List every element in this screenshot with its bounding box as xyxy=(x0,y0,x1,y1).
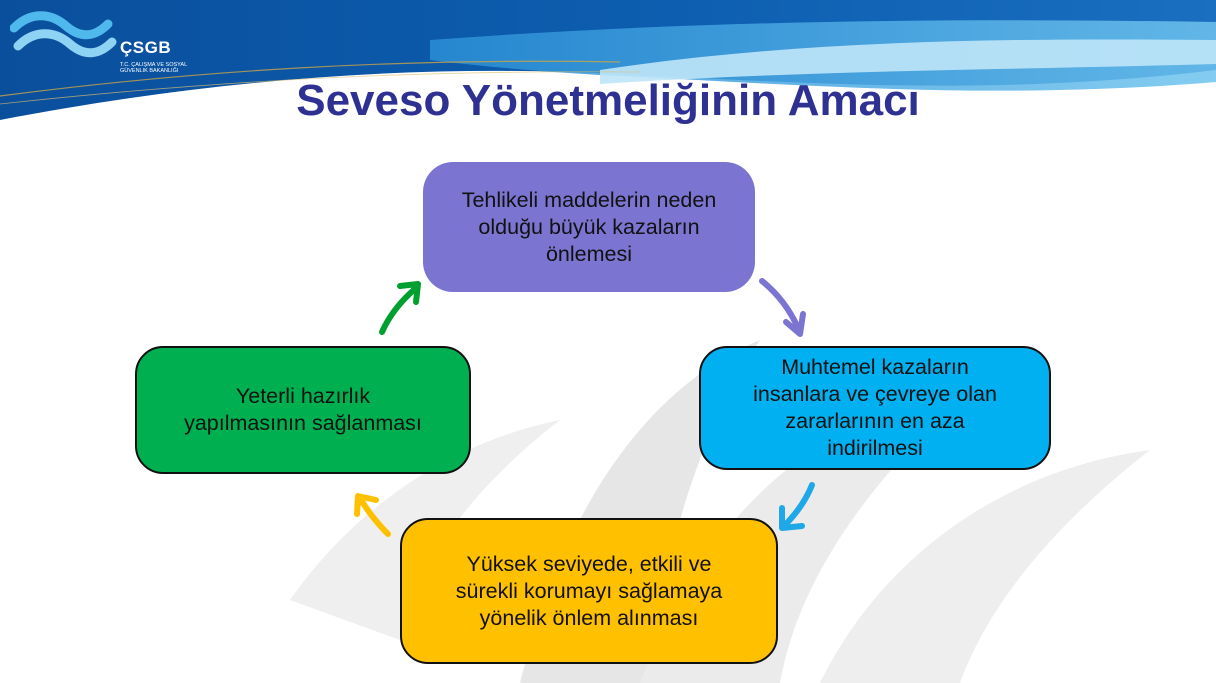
csgb-logo xyxy=(10,8,200,80)
logo-wave-icon xyxy=(10,8,120,68)
cycle-box-left-text: Yeterli hazırlık yapılmasının sağlanması xyxy=(184,384,422,435)
cycle-box-right xyxy=(699,346,1051,470)
cycle-box-bottom xyxy=(400,518,778,664)
cycle-box-left xyxy=(135,346,471,474)
cycle-box-top xyxy=(423,162,755,292)
cycle-box-top-text: Tehlikeli maddelerin neden olduğu büyük kazaların önlemesi xyxy=(461,187,717,266)
cycle-box-bottom-text: Yüksek seviyede, etkili ve sürekli korumayı sağlamaya yönelik önlem alınması xyxy=(455,551,723,630)
page-title: Seveso Yönetmeliğinin Amacı xyxy=(296,76,920,125)
cycle-box-right-text: Muhtemel kazaların insanlara ve çevreye olan zararlarının en aza indirilmesi xyxy=(753,355,997,460)
logo-text: ÇSGB xyxy=(120,38,172,57)
logo-subtext: T.C. ÇALIŞMA VE SOSYAL GÜVENLIK BAKANLIĞI xyxy=(120,62,187,74)
